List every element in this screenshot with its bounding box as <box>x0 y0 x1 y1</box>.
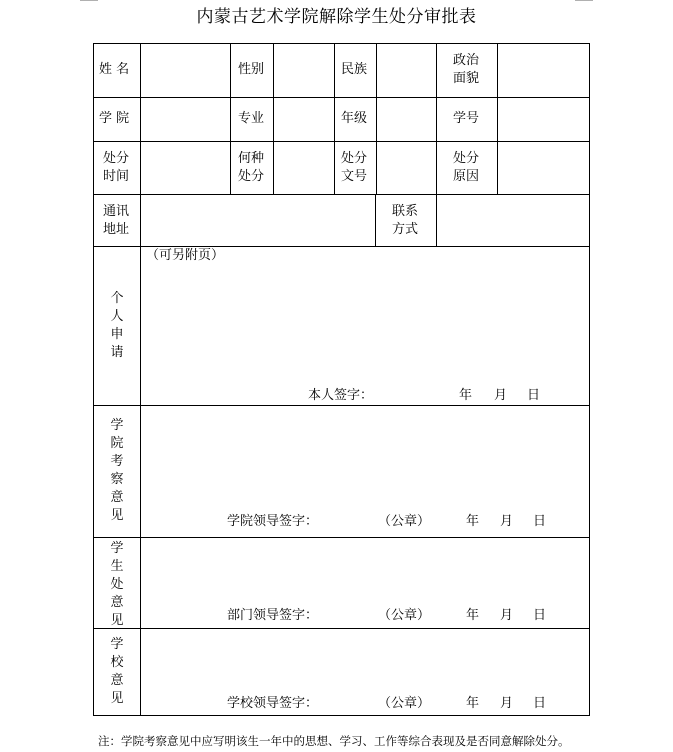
penalty-type-label-2: 处分 <box>238 169 265 184</box>
document-number-field[interactable] <box>377 142 436 194</box>
school-opinion-field[interactable] <box>141 629 589 693</box>
college-opinion-label: 学院考察意见 <box>110 418 124 523</box>
department-leader-signature-label: 部门领导签字： <box>227 608 319 623</box>
table-border-left <box>93 43 94 716</box>
contact-label-1: 联系 <box>392 204 419 219</box>
date-month-label: 月 <box>500 608 514 623</box>
address-field[interactable] <box>141 195 375 246</box>
address-label-1: 通讯 <box>103 204 130 219</box>
student-office-opinion-label: 学生处意见 <box>110 541 124 628</box>
major-field[interactable] <box>274 98 334 141</box>
corner-mark-right <box>575 0 593 1</box>
political-status-label-2: 面貌 <box>453 71 480 86</box>
column-divider <box>334 43 335 195</box>
column-divider <box>375 194 376 247</box>
column-divider <box>230 43 231 195</box>
date-year-label: 年 <box>466 608 480 623</box>
penalty-type-label-1: 何种 <box>238 151 265 166</box>
penalty-type-field[interactable] <box>274 142 334 194</box>
major-label: 专业 <box>238 111 265 126</box>
date-year-label: 年 <box>466 514 480 529</box>
table-border-right <box>589 43 590 716</box>
college-leader-signature-label: 学院领导签字： <box>227 514 319 529</box>
date-month-label: 月 <box>494 388 508 403</box>
penalty-time-label-2: 时间 <box>103 169 130 184</box>
date-day-label: 日 <box>533 696 547 711</box>
footnote: 注：学院考察意见中应写明该生一年中的思想、学习、工作等综合表现及是否同意解除处分。 <box>98 734 570 748</box>
document-number-label-2: 文号 <box>341 169 368 184</box>
ethnicity-label: 民族 <box>341 62 368 77</box>
date-day-label: 日 <box>533 608 547 623</box>
name-label: 姓 名 <box>99 62 130 77</box>
contact-label-2: 方式 <box>392 222 419 237</box>
corner-mark-left <box>80 0 98 1</box>
political-status-label-1: 政治 <box>453 53 480 68</box>
table-border-bottom <box>93 715 590 716</box>
penalty-reason-label-1: 处分 <box>453 151 480 166</box>
gender-field[interactable] <box>274 44 334 97</box>
application-field[interactable] <box>141 266 589 384</box>
official-seal-label: （公章） <box>378 514 431 529</box>
document-number-label-1: 处分 <box>341 151 368 166</box>
application-label: 个人申请 <box>110 291 124 360</box>
column-divider <box>436 43 437 195</box>
official-seal-label: （公章） <box>378 608 431 623</box>
grade-label: 年级 <box>341 111 368 126</box>
penalty-time-field[interactable] <box>141 142 230 194</box>
student-id-field[interactable] <box>498 98 589 141</box>
date-year-label: 年 <box>459 388 473 403</box>
college-field[interactable] <box>141 98 230 141</box>
college-opinion-field[interactable] <box>141 406 589 510</box>
ethnicity-field[interactable] <box>377 44 436 97</box>
form-title: 内蒙古艺术学院解除学生处分审批表 <box>196 7 477 27</box>
name-field[interactable] <box>141 44 230 97</box>
political-status-field[interactable] <box>498 44 589 97</box>
attach-pages-hint: （可另附页） <box>146 248 225 263</box>
date-year-label: 年 <box>466 696 480 711</box>
penalty-reason-field[interactable] <box>498 142 589 194</box>
gender-label: 性别 <box>238 62 265 77</box>
date-day-label: 日 <box>533 514 547 529</box>
official-seal-label: （公章） <box>378 696 431 711</box>
penalty-reason-label-2: 原因 <box>453 169 480 184</box>
penalty-time-label-1: 处分 <box>103 151 130 166</box>
student-office-opinion-field[interactable] <box>141 538 589 604</box>
school-opinion-label: 学校意见 <box>110 637 124 706</box>
date-day-label: 日 <box>527 388 541 403</box>
college-label: 学 院 <box>99 111 130 126</box>
applicant-signature-label: 本人签字： <box>308 388 374 403</box>
address-label-2: 地址 <box>103 222 130 237</box>
date-month-label: 月 <box>500 514 514 529</box>
contact-field[interactable] <box>437 195 589 246</box>
student-id-label: 学号 <box>453 111 480 126</box>
date-month-label: 月 <box>500 696 514 711</box>
grade-field[interactable] <box>377 98 436 141</box>
school-leader-signature-label: 学校领导签字： <box>227 696 319 711</box>
